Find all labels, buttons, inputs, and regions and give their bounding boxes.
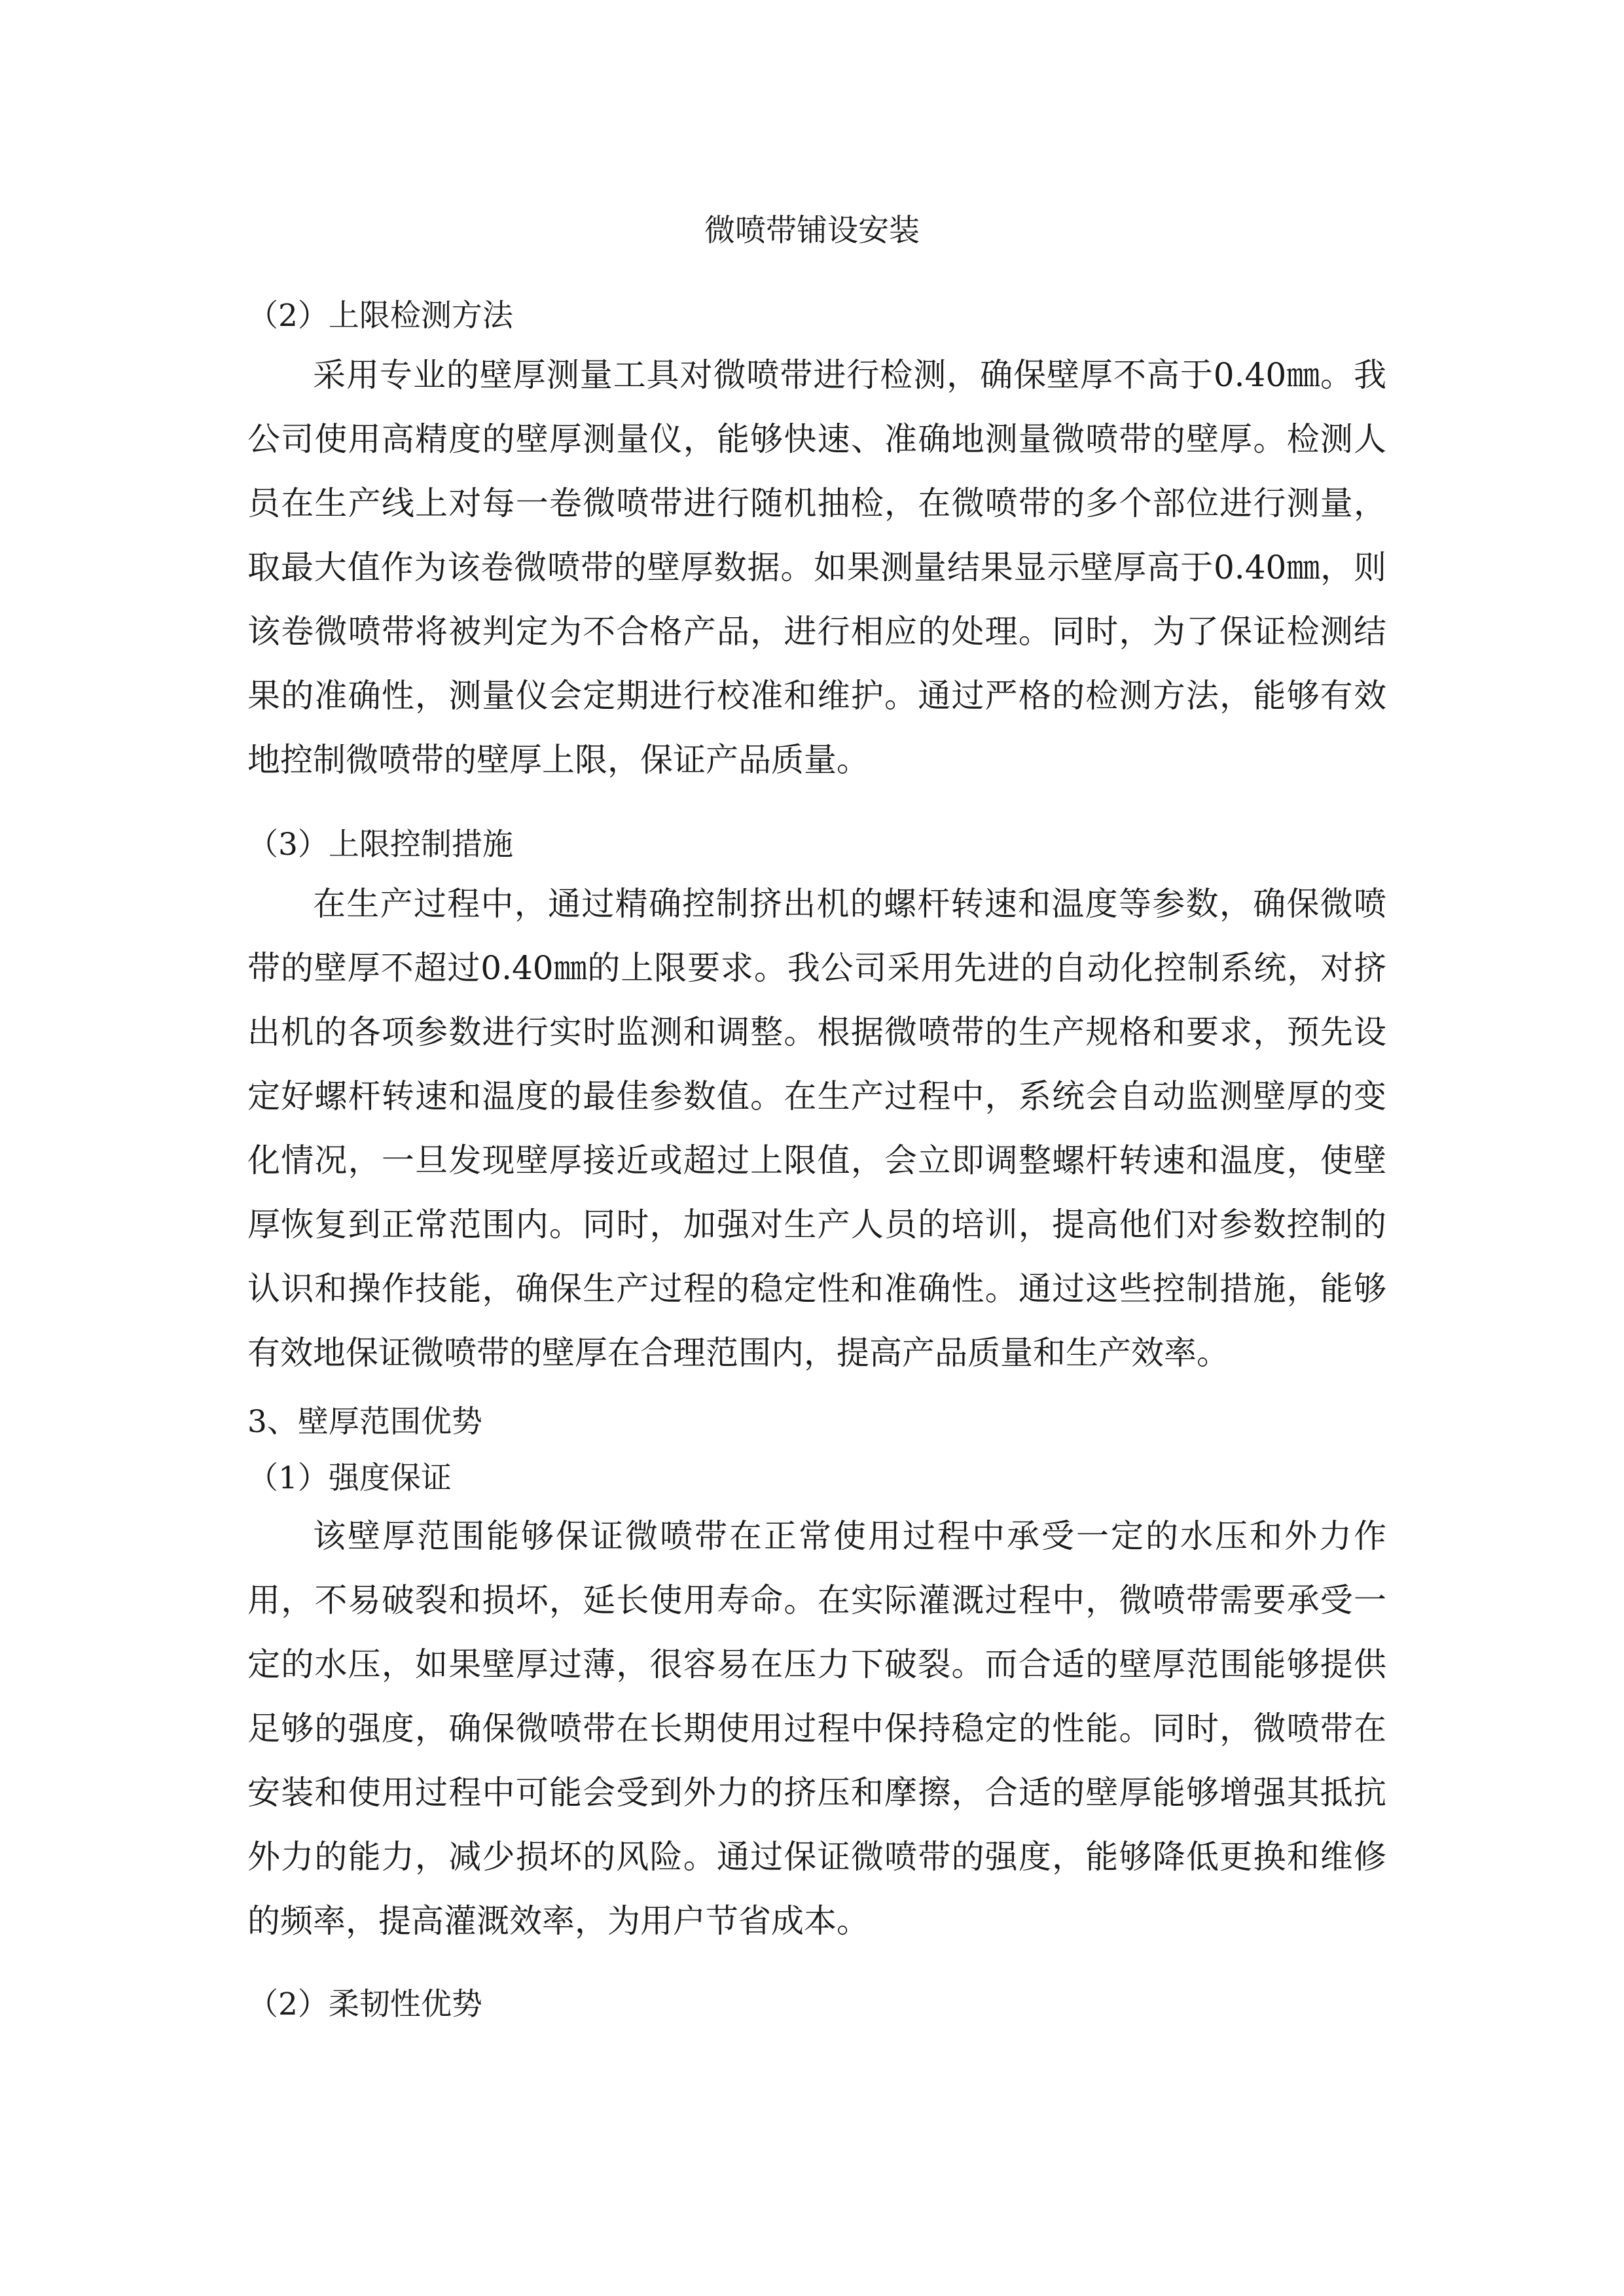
- document-title: 微喷带铺设安装: [704, 213, 920, 249]
- paragraph-upper-limit-control: 在生产过程中，通过精确控制挤出机的螺杆转速和温度等参数，确保微喷带的壁厚不超过0.40㎜的上限要求。我公司采用先进的自动化控制系统，对挤出机的各项参数进行实时监测和调整。根据微喷带的生产规格和要求，预先设定好螺杆转速和温度的最佳参数值。在生产过程中，系统会自动监测壁厚的变化情况，一旦发现壁厚接近或超过上限值，会立即调整螺杆转速和温度，使壁厚恢复到正常范围内。同时，加强对生产人员的培训，提高他们对参数控制的认识和操作技能，确保生产过程的稳定性和准确性。通过这些控制措施，能够有效地保证微喷带的壁厚在合理范围内，提高产品质量和生产效率。: [247, 885, 1386, 1372]
- section-heading-strength-guarantee: （1）强度保证: [247, 1460, 452, 1496]
- paragraph-strength-guarantee: 该壁厚范围能够保证微喷带在正常使用过程中承受一定的水压和外力作用，不易破裂和损坏，延长使用寿命。在实际灌溉过程中，微喷带需要承受一定的水压，如果壁厚过薄，很容易在压力下破裂。而合适的壁厚范围能够提供足够的强度，确保微喷带在长期使用过程中保持稳定的性能。同时，微喷带在安装和使用过程中可能会受到外力的挤压和摩擦，合适的壁厚能够增强其抵抗外力的能力，减少损坏的风险。通过保证微喷带的强度，能够降低更换和维修的频率，提高灌溉效率，为用户节省成本。: [247, 1517, 1386, 1940]
- section-heading-wall-thickness-advantages: 3、壁厚范围优势: [247, 1404, 482, 1440]
- paragraph-upper-limit-detection: 采用专业的壁厚测量工具对微喷带进行检测，确保壁厚不高于0.40㎜。我公司使用高精度的壁厚测量仪，能够快速、准确地测量微喷带的壁厚。检测人员在生产线上对每一卷微喷带进行随机抽检，在微喷带的多个部位进行测量，取最大值作为该卷微喷带的壁厚数据。如果测量结果显示壁厚高于0.40㎜，则该卷微喷带将被判定为不合格产品，进行相应的处理。同时，为了保证检测结果的准确性，测量仪会定期进行校准和维护。通过严格的检测方法，能够有效地控制微喷带的壁厚上限，保证产品质量。: [247, 356, 1386, 779]
- section-heading-flexibility-advantage: （2）柔韧性优势: [247, 1986, 482, 2022]
- section-heading-upper-limit-control: （3）上限控制措施: [247, 827, 513, 863]
- section-heading-upper-limit-detection: （2）上限检测方法: [247, 298, 513, 334]
